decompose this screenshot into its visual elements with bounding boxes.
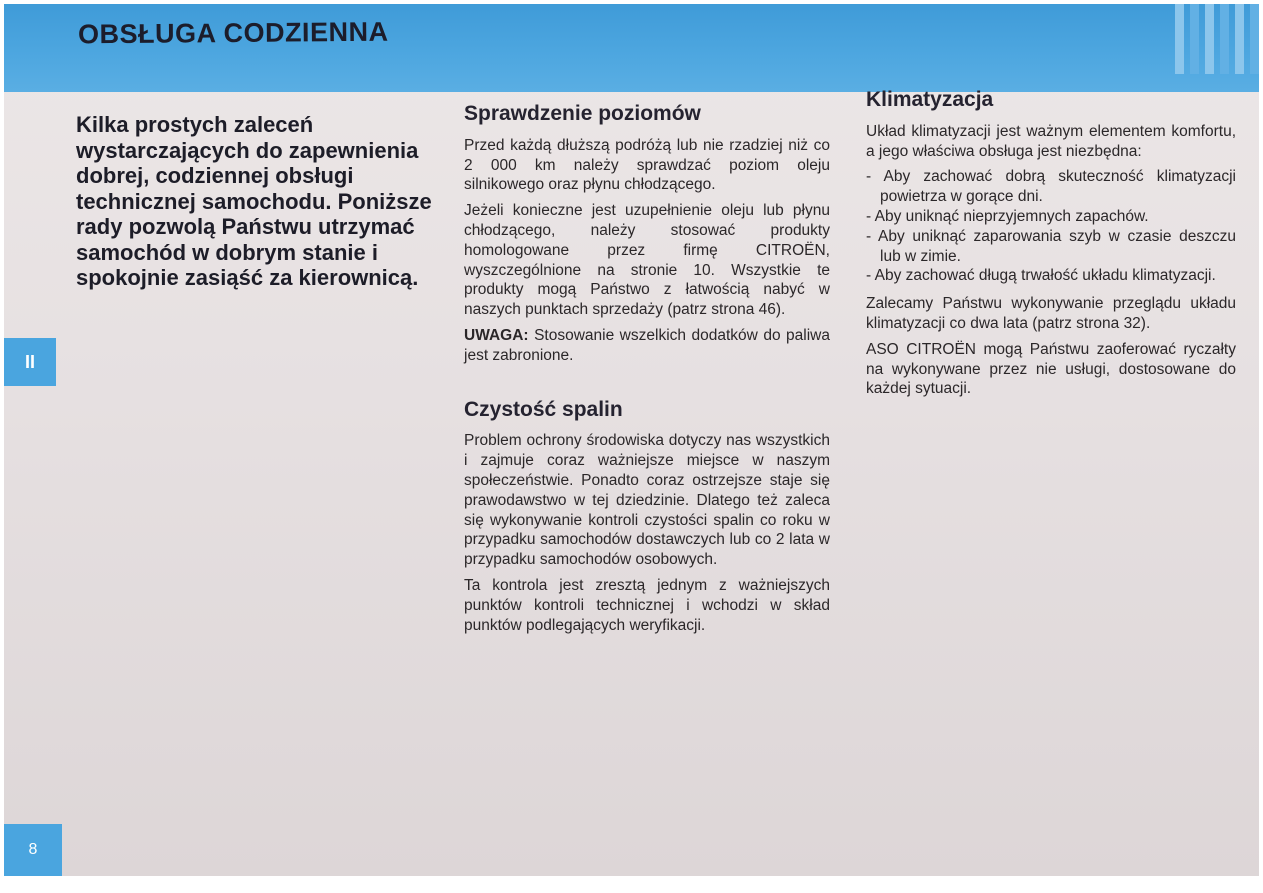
list-item: - Aby uniknąć zaparowania szyb w czasie deszczu lub w zimie. xyxy=(866,227,1236,267)
warning-label: UWAGA: xyxy=(464,326,529,344)
emissions-paragraph-1: Problem ochrony środowiska dotyczy nas wszystkich i zajmuje coraz ważniejsze miejsce w naszym społeczeństwie. Ponadto coraz ostrzejsze staje się prawodawstwo w tej dziedzinie. Dlatego też zaleca się wykonywanie kontroli czystości spalin co roku w przypadku samochodów dostawczych lub co 2 lata w przypadku samochodów osobowych. xyxy=(464,432,830,569)
levels-warning xyxy=(464,326,830,366)
emissions-paragraph-2: Ta kontrola jest zresztą jednym z ważniejszych punktów kontroli technicznej i wchodzi w skład punktów podlegających weryfikacji. xyxy=(464,576,830,634)
list-item: - Aby zachować dobrą skuteczność klimatyzacji powietrza w gorące dni. xyxy=(866,167,1236,207)
aircon-paragraph-2: Zalecamy Państwu wykonywanie przeglądu układu klimatyzacji co dwa lata (patrz strona 32). xyxy=(866,295,1236,332)
aircon-paragraph-3: ASO CITROËN mogą Państwu zaoferować ryczałty na wykonywane przez nie usługi, dostosowane do każdej sytuacji. xyxy=(866,340,1236,398)
levels-heading: Sprawdzenie poziomów xyxy=(464,102,701,125)
list-item: - Aby zachować długą trwałość układu klimatyzacji. xyxy=(866,266,1236,286)
aircon-paragraph-1: Układ klimatyzacji jest ważnym elementem komfortu, a jego właściwa obsługa jest niezbędna: xyxy=(866,122,1236,160)
emissions-heading: Czystość spalin xyxy=(464,397,623,421)
page-number: 8 xyxy=(4,824,62,876)
warning-text: Stosowanie wszelkich dodatków do paliwa jest zabronione. xyxy=(464,326,830,364)
aircon-heading: Klimatyzacja xyxy=(866,88,994,111)
header-stripes-decoration xyxy=(1159,4,1259,74)
page-title: OBSŁUGA CODZIENNA xyxy=(77,16,389,50)
aircon-list xyxy=(866,167,1236,286)
list-item: - Aby uniknąć nieprzyjemnych zapachów. xyxy=(866,207,1236,227)
chapter-tab: II xyxy=(4,338,56,386)
column-right xyxy=(866,90,1236,405)
header-band xyxy=(4,4,1259,92)
column-middle xyxy=(464,104,830,641)
manual-page xyxy=(4,4,1259,876)
levels-paragraph-2: Jeżeli konieczne jest uzupełnienie oleju lub płynu chłodzącego, należy stosować produkty homologowane przez firmę CITROËN, wyszczególnione na stronie 10. Wszystkie te produkty mogą Państwo z łatwością nabyć w naszych punktach sprzedaży (patrz strona 46). xyxy=(464,202,830,319)
intro-text: Kilka prostych zaleceń wystarczających do zapewnienia dobrej, codziennej obsługi technicznej samochodu. Poniższe rady pozwolą Państwu utrzymać samochód w dobrym stanie i spokojnie zasiąść za kierownicą. xyxy=(76,112,432,290)
levels-paragraph-1: Przed każdą dłuższą podróżą lub nie rzadziej niż co 2 000 km należy sprawdzać poziom oleju silnikowego oraz płynu chłodzącego. xyxy=(464,136,830,194)
